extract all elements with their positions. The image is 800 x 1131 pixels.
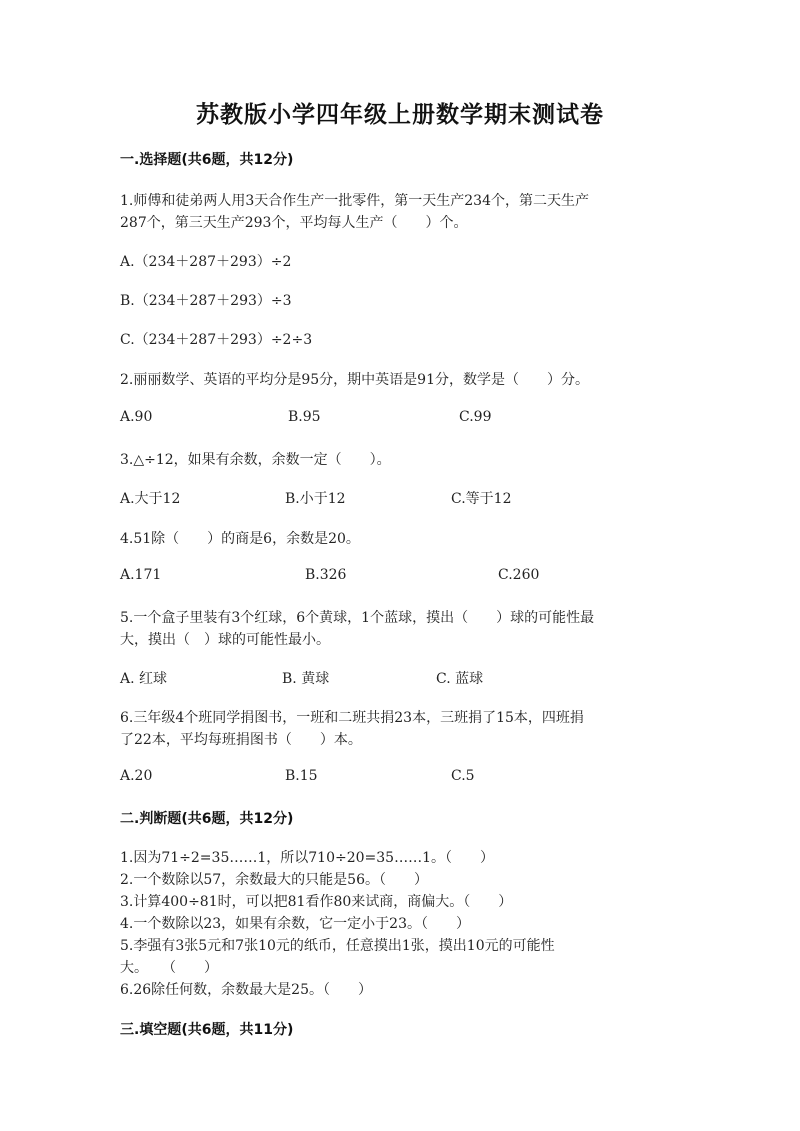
question-line: 5.一个盒子里装有3个红球，6个黄球，1个蓝球，摸出（ ）球的可能性最 — [120, 610, 595, 626]
question-line: 大，摸出（ ）球的可能性最小。 — [120, 632, 330, 648]
option-c: C.等于12 — [451, 491, 512, 507]
judge-line: 5.李强有3张5元和7张10元的纸币，任意摸出1张，摸出10元的可能性 — [120, 938, 555, 954]
question-line: 4.51除（ ）的商是6，余数是20。 — [120, 531, 360, 547]
section-heading-judge: 二.判断题(共6题，共12分) — [120, 811, 294, 827]
judge-line: 2.一个数除以57，余数最大的只能是56。（ ） — [120, 872, 428, 888]
option-b: B.小于12 — [285, 491, 346, 507]
option-c: C.5 — [451, 768, 475, 784]
option-c: C.99 — [459, 409, 492, 425]
question-line: 287个，第三天生产293个，平均每人生产（ ）个。 — [120, 215, 468, 231]
section-heading-fill: 三.填空题(共6题，共11分) — [120, 1022, 294, 1038]
option-a: A.90 — [120, 409, 153, 425]
option-b: B.326 — [305, 567, 347, 583]
question-line: 3.△÷12，如果有余数，余数一定（ ）。 — [120, 452, 391, 468]
judge-line: 1.因为71÷2=35……1，所以710÷20=35……1。（ ） — [120, 850, 494, 866]
section-heading-choice: 一.选择题(共6题，共12分) — [120, 152, 294, 168]
option-a: A.20 — [120, 768, 153, 784]
question-line: 1.师傅和徒弟两人用3天合作生产一批零件，第一天生产234个，第二天生产 — [120, 193, 589, 209]
option-a: A.大于12 — [120, 491, 181, 507]
exam-title: 苏教版小学四年级上册数学期末测试卷 — [196, 102, 604, 128]
option-c: C.260 — [498, 567, 540, 583]
option-c: C. 蓝球 — [436, 671, 484, 687]
judge-line: 大。 （ ） — [120, 960, 218, 976]
option-a: A. 红球 — [120, 671, 168, 687]
option-b: B.15 — [285, 768, 318, 784]
question-line: 了22本，平均每班捐图书（ ）本。 — [120, 732, 362, 748]
judge-line: 3.计算400÷81时，可以把81看作80来试商，商偏大。（ ） — [120, 894, 513, 910]
option-b: B. 黄球 — [282, 671, 330, 687]
option-a: A.171 — [120, 567, 162, 583]
option-c: C.（234＋287＋293）÷2÷3 — [120, 332, 313, 348]
judge-line: 6.26除任何数，余数最大是25。（ ） — [120, 982, 372, 998]
judge-line: 4.一个数除以23，如果有余数，它一定小于23。（ ） — [120, 916, 470, 932]
question-line: 6.三年级4个班同学捐图书，一班和二班共捐23本，三班捐了15本，四班捐 — [120, 710, 584, 726]
option-b: B.95 — [288, 409, 321, 425]
question-line: 2.丽丽数学、英语的平均分是95分，期中英语是91分，数学是（ ）分。 — [120, 372, 589, 388]
option-b: B.（234＋287＋293）÷3 — [120, 293, 292, 309]
option-a: A.（234＋287＋293）÷2 — [120, 254, 292, 270]
